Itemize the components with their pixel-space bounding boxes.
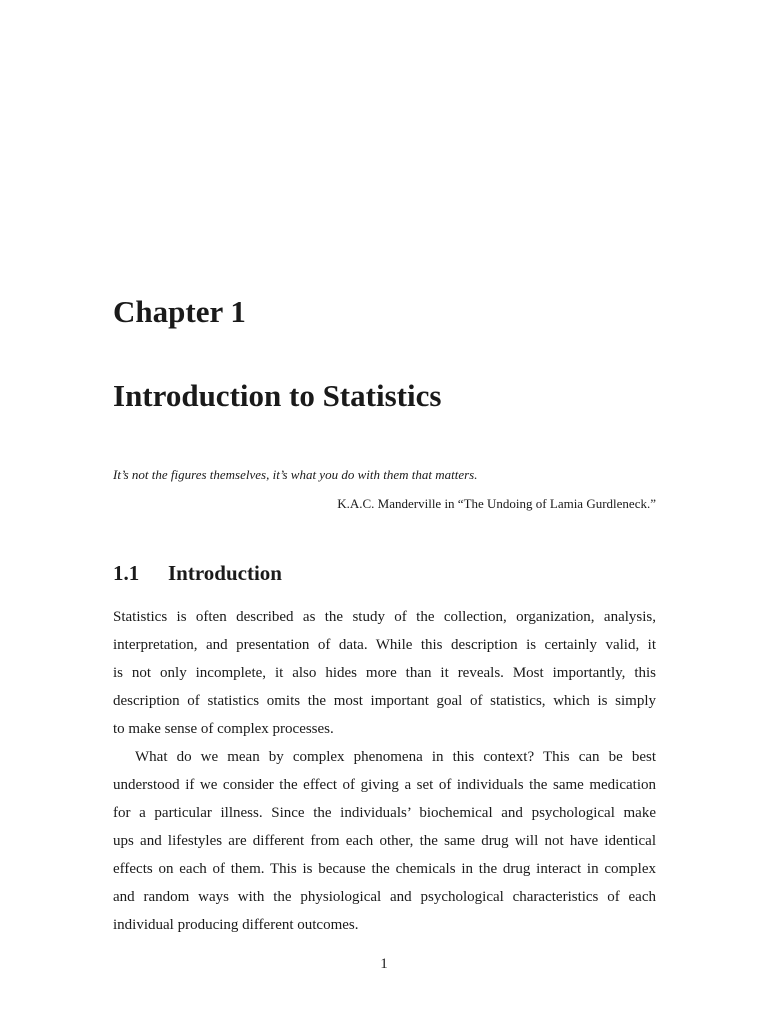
text-line: and random ways with the physiological and psychological characteristics of each xyxy=(113,889,656,905)
text-line: is not only incomplete, it also hides more than it reveals. Most importantly, this xyxy=(113,665,656,681)
epigraph-attribution: K.A.C. Manderville in “The Undoing of Lamia Gurdleneck.” xyxy=(337,496,656,511)
epigraph-quote: It’s not the figures themselves, it’s what you do with them that matters. xyxy=(113,467,478,482)
body-text xyxy=(113,603,656,939)
epigraph xyxy=(113,466,656,513)
text-line: for a particular illness. Since the individuals’ biochemical and psychological make xyxy=(113,805,656,821)
chapter-label: Chapter 1 xyxy=(113,294,246,329)
text-line: interpretation, and presentation of data. While this description is certainly valid, it xyxy=(113,637,656,653)
paragraph-1 xyxy=(113,603,656,743)
section-number: 1.1 xyxy=(113,561,140,585)
text-line: description of statistics omits the most important goal of statistics, which is simply xyxy=(113,693,656,709)
text-line: Statistics is often described as the study of the collection, organization, analysis, xyxy=(113,609,656,625)
text-line: effects on each of them. This is because the chemicals in the drug interact in complex xyxy=(113,861,656,877)
page-number: 1 xyxy=(380,956,388,972)
chapter-title: Introduction to Statistics xyxy=(113,378,442,413)
text-line: individual producing different outcomes. xyxy=(113,917,359,933)
text-line: What do we mean by complex phenomena in this context? This can be best xyxy=(135,749,656,765)
text-line: ups and lifestyles are different from each other, the same drug will not have identical xyxy=(113,833,656,849)
text-line: understood if we consider the effect of giving a set of individuals the same medication xyxy=(113,777,656,793)
text-line: to make sense of complex processes. xyxy=(113,721,334,737)
paragraph-2 xyxy=(113,743,656,939)
section-title: Introduction xyxy=(168,561,282,585)
section-heading xyxy=(113,559,282,587)
